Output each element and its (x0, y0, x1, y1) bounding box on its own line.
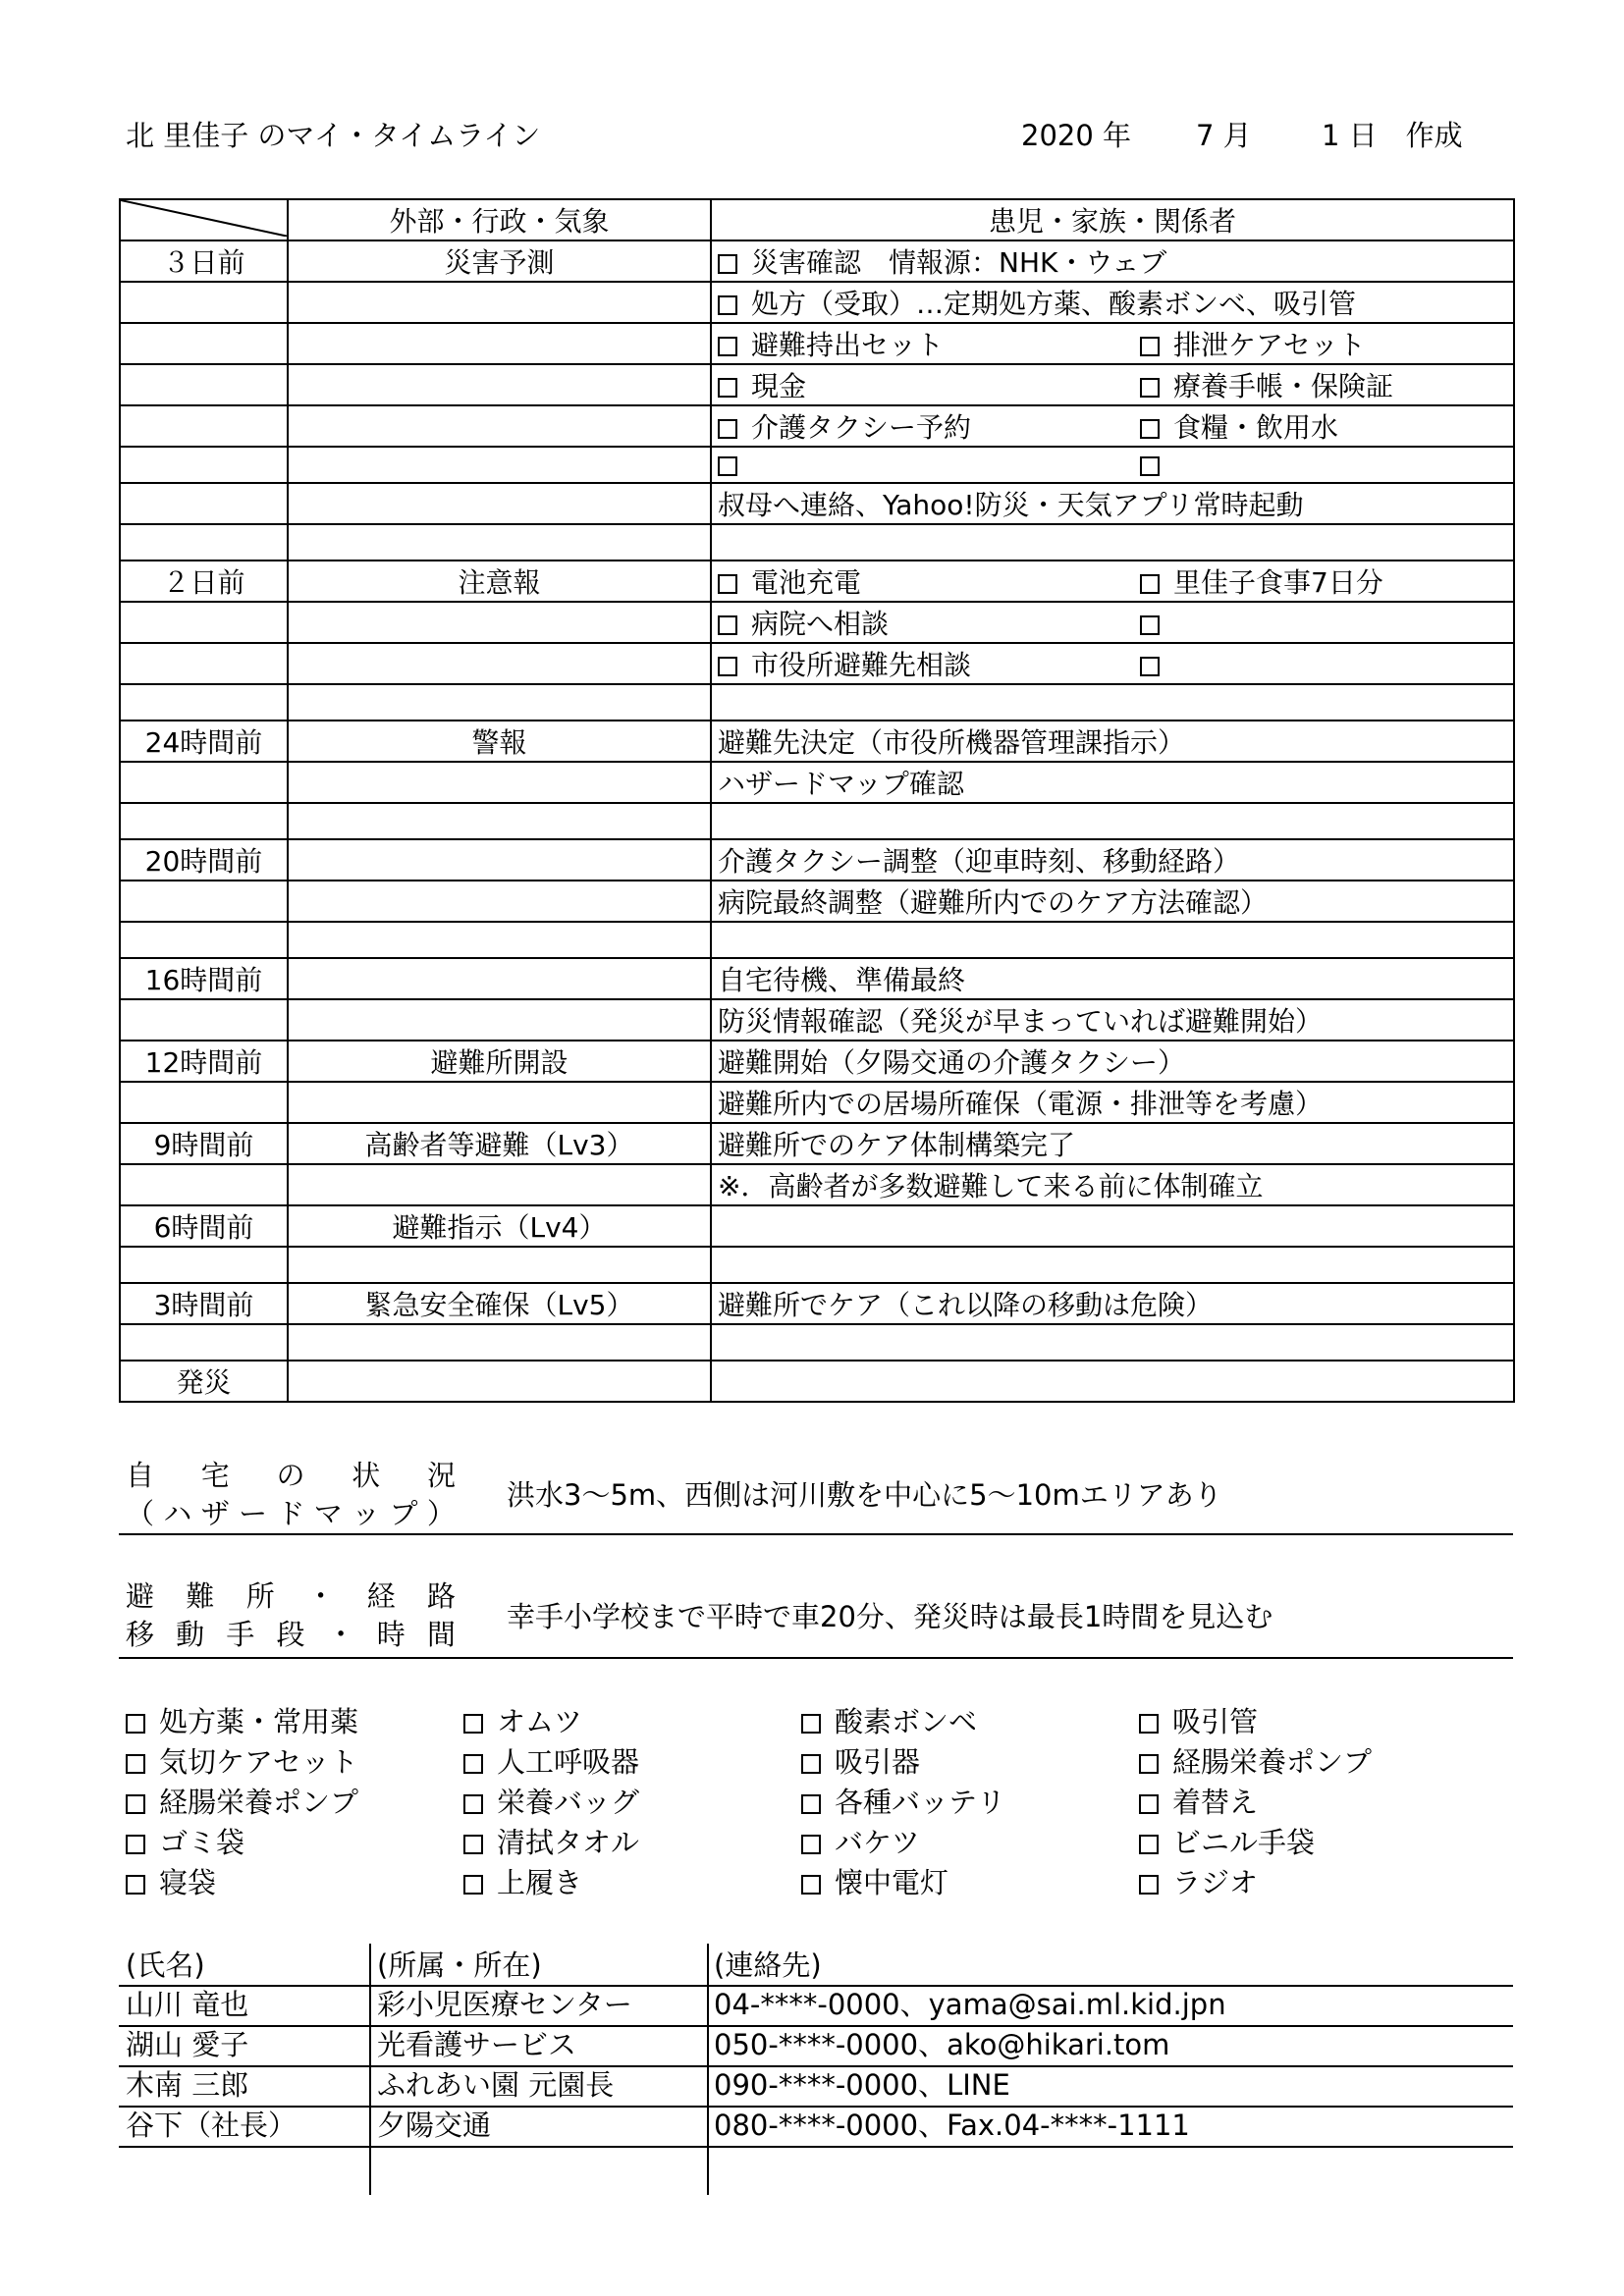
time-cell: 3時間前 (120, 1283, 288, 1324)
checklist-label: 介護タクシー予約 (751, 411, 972, 444)
checkbox-icon[interactable] (801, 1794, 821, 1814)
label-char: 移 (126, 1618, 155, 1651)
time-cell (120, 447, 288, 483)
contacts-row-rule (119, 1985, 1513, 1987)
patient-cell: 叔母へ連絡、Yahoo!防災・天気アプリ常時起動 (711, 483, 1514, 524)
checklist-label: 現金 (751, 370, 807, 402)
patient-cell: 避難先決定（市役所機器管理課指示） (711, 721, 1514, 762)
time-cell: 9時間前 (120, 1123, 288, 1164)
patient-cell (711, 405, 1514, 447)
patient-cell (711, 561, 1514, 602)
label-char: 経 (366, 1579, 396, 1613)
external-cell (288, 922, 711, 958)
checklist-label: 里佳子食事7日分 (1173, 566, 1383, 599)
supply-label: 上履き (497, 1866, 583, 1899)
column-header-external: 外部・行政・気象 (288, 199, 711, 240)
supply-item (801, 1786, 1006, 1819)
time-cell (120, 881, 288, 922)
checkbox-icon[interactable] (1139, 1794, 1159, 1814)
external-cell: 避難指示（Lv4） (288, 1205, 711, 1247)
supply-item (126, 1866, 217, 1899)
label-char: 状 (352, 1459, 381, 1492)
external-cell (288, 958, 711, 999)
supply-item (801, 1826, 920, 1859)
label-char: ー (239, 1497, 268, 1530)
checklist-item (718, 365, 1140, 404)
supply-item (126, 1745, 358, 1779)
contact-info: 080-****-0000、Fax.04-****-1111 (714, 2109, 1190, 2142)
checklist-label: 市役所避難先相談 (751, 649, 972, 681)
supply-label: オムツ (497, 1705, 583, 1738)
timeline-row (120, 803, 1514, 839)
contact-affiliation: 彩小児医療センター (377, 1988, 632, 2021)
home-value: 洪水3～5m、西側は河川敷を中心に5～10mエリアあり (507, 1478, 1222, 1512)
patient-cell: 病院最終調整（避難所内でのケア方法確認） (711, 881, 1514, 922)
checkbox-icon[interactable] (1140, 456, 1160, 476)
patient-cell (711, 323, 1514, 364)
supply-item (463, 1826, 640, 1859)
contacts-row-rule (119, 2065, 1513, 2067)
checkbox-icon[interactable] (1140, 419, 1160, 439)
label-char: 時 (376, 1618, 406, 1651)
patient-cell (711, 447, 1514, 483)
external-cell (288, 405, 711, 447)
supply-item (1139, 1866, 1259, 1899)
timeline-row (120, 958, 1514, 999)
column-header-patient: 患児・家族・関係者 (711, 199, 1514, 240)
external-cell: 緊急安全確保（Lv5） (288, 1283, 711, 1324)
external-cell: 避難所開設 (288, 1041, 711, 1082)
timeline-row (120, 405, 1514, 447)
external-cell (288, 524, 711, 561)
checkbox-icon[interactable] (718, 337, 737, 356)
external-cell: 高齢者等避難（Lv3） (288, 1123, 711, 1164)
label-char: （ (126, 1497, 155, 1530)
time-cell (120, 999, 288, 1041)
label-char: 所 (245, 1579, 275, 1613)
external-cell (288, 643, 711, 684)
external-cell (288, 1082, 711, 1123)
external-cell (288, 1247, 711, 1283)
contact-name: 木南 三郎 (126, 2068, 249, 2102)
patient-cell (711, 803, 1514, 839)
supply-label: 懐中電灯 (835, 1866, 949, 1899)
contacts-column-rule (707, 1944, 709, 2195)
patient-cell: 避難所内での居場所確保（電源・排泄等を考慮） (711, 1082, 1514, 1123)
timeline-row (120, 881, 1514, 922)
label-char: ッ (352, 1497, 381, 1530)
checkbox-icon[interactable] (1140, 574, 1160, 594)
timeline-row (120, 1164, 1514, 1205)
external-cell (288, 999, 711, 1041)
checkbox-icon[interactable] (463, 1714, 483, 1734)
checkbox-icon[interactable] (126, 1875, 145, 1895)
label-char: 避 (126, 1579, 155, 1613)
timeline-row (120, 282, 1514, 323)
time-cell (120, 684, 288, 721)
patient-cell (711, 1247, 1514, 1283)
external-cell (288, 1324, 711, 1361)
checklist-item (1140, 449, 1173, 481)
label-char: ・ (306, 1579, 336, 1613)
label-char: 難 (186, 1579, 215, 1613)
timeline-row (120, 1361, 1514, 1402)
patient-cell: 介護タクシー調整（迎車時刻、移動経路） (711, 839, 1514, 881)
timeline-row (120, 999, 1514, 1041)
time-cell (120, 1247, 288, 1283)
checkbox-icon[interactable] (801, 1714, 821, 1734)
supply-label: ラジオ (1172, 1866, 1259, 1899)
checkbox-icon[interactable] (1140, 657, 1160, 676)
patient-cell: 避難所でのケア体制構築完了 (711, 1123, 1514, 1164)
checklist-item (1140, 329, 1366, 361)
checkbox-icon[interactable] (1139, 1754, 1159, 1774)
timeline-body (120, 240, 1514, 1402)
checklist-item (718, 406, 1140, 446)
home-label-2 (126, 1497, 456, 1530)
timeline-row (120, 364, 1514, 405)
time-cell: 20時間前 (120, 839, 288, 881)
timeline-row (120, 839, 1514, 881)
contact-info: 050-****-0000、ako@hikari.tom (714, 2028, 1170, 2061)
supply-label: 経腸栄養ポンプ (1172, 1745, 1373, 1779)
contacts-header-contact-affiliation: (所属・所在) (377, 1949, 542, 1982)
time-cell (120, 922, 288, 958)
contacts-header-contact-name: (氏名) (126, 1949, 205, 1982)
contacts-row-rule (119, 2025, 1513, 2027)
timeline-row (120, 240, 1514, 282)
patient-cell (711, 922, 1514, 958)
contact-name: 谷下（社長） (126, 2109, 298, 2142)
label-char: ） (426, 1497, 456, 1530)
label-char: 動 (176, 1618, 205, 1651)
contact-affiliation: ふれあい園 元園長 (377, 2068, 615, 2102)
contact-name: 湖山 愛子 (126, 2028, 249, 2061)
home-divider (119, 1533, 1513, 1535)
checklist-label: 療養手帳・保険証 (1173, 370, 1394, 402)
supply-label: 清拭タオル (497, 1826, 640, 1859)
timeline-row (120, 643, 1514, 684)
created-day: 1 日 作成 (1322, 119, 1463, 152)
supply-label: 処方薬・常用薬 (159, 1705, 359, 1738)
supply-item (801, 1745, 921, 1779)
patient-cell: 自宅待機、準備最終 (711, 958, 1514, 999)
time-cell (120, 1082, 288, 1123)
label-char: ド (276, 1497, 305, 1530)
supply-label: 栄養バッグ (497, 1786, 640, 1819)
time-cell: 6時間前 (120, 1205, 288, 1247)
time-cell: 12時間前 (120, 1041, 288, 1082)
checkbox-icon[interactable] (718, 378, 737, 398)
checklist-label: 電池充電 (751, 566, 862, 599)
label-char: 況 (426, 1459, 456, 1492)
checkbox-icon[interactable] (1139, 1875, 1159, 1895)
timeline-row (120, 483, 1514, 524)
checkbox-icon[interactable] (126, 1754, 145, 1774)
diagonal-line (121, 200, 288, 237)
checklist-item (718, 246, 1166, 279)
timeline-row (120, 1041, 1514, 1082)
contacts-header-contact-info: (連絡先) (714, 1949, 822, 1982)
timeline-row (120, 721, 1514, 762)
time-cell: ３日前 (120, 240, 288, 282)
time-cell (120, 323, 288, 364)
timeline-row (120, 1247, 1514, 1283)
route-label-1 (126, 1579, 456, 1613)
supply-label: 経腸栄養ポンプ (159, 1786, 359, 1819)
label-char: 宅 (200, 1459, 230, 1492)
time-cell: 16時間前 (120, 958, 288, 999)
external-cell (288, 881, 711, 922)
patient-cell (711, 524, 1514, 561)
external-cell (288, 762, 711, 803)
external-cell: 災害予測 (288, 240, 711, 282)
time-cell (120, 762, 288, 803)
checkbox-icon[interactable] (718, 657, 737, 676)
checklist-item (1140, 411, 1338, 444)
checklist-label: 食糧・飲用水 (1173, 411, 1339, 444)
checkbox-icon[interactable] (718, 456, 737, 476)
patient-cell (711, 1324, 1514, 1361)
time-cell: 24時間前 (120, 721, 288, 762)
external-cell (288, 1361, 711, 1402)
time-cell (120, 524, 288, 561)
label-char: プ (389, 1497, 418, 1530)
timeline-row (120, 684, 1514, 721)
contact-affiliation: 光看護サービス (377, 2028, 577, 2061)
timeline-row (120, 1283, 1514, 1324)
checkbox-icon[interactable] (463, 1835, 483, 1854)
label-char: の (276, 1459, 305, 1492)
supply-item (801, 1705, 978, 1738)
patient-cell (711, 602, 1514, 643)
time-cell (120, 364, 288, 405)
contacts-row-rule (119, 2106, 1513, 2108)
supply-item (126, 1705, 359, 1738)
timeline-row (120, 323, 1514, 364)
supply-label: 寝袋 (159, 1866, 217, 1899)
checkbox-icon[interactable] (801, 1835, 821, 1854)
route-label-2 (126, 1618, 456, 1651)
checkbox-icon[interactable] (801, 1875, 821, 1895)
time-cell (120, 1164, 288, 1205)
timeline-row (120, 1123, 1514, 1164)
checklist-item (1140, 649, 1173, 681)
checklist-item (718, 324, 1140, 363)
checklist-label: 災害確認 情報源：NHK・ウェブ (751, 246, 1167, 279)
time-cell (120, 1324, 288, 1361)
contact-info: 04-****-0000、yama@sai.ml.kid.jpn (714, 1988, 1226, 2021)
checklist-label: 処方（受取）…定期処方薬、酸素ボンベ、吸引管 (751, 288, 1357, 320)
time-cell (120, 602, 288, 643)
checkbox-icon[interactable] (1140, 337, 1160, 356)
supply-label: 気切ケアセット (159, 1745, 358, 1779)
time-cell (120, 643, 288, 684)
label-char: ザ (200, 1497, 230, 1530)
external-cell (288, 323, 711, 364)
timeline-row (120, 447, 1514, 483)
checklist-item (718, 603, 1140, 642)
timeline-row (120, 561, 1514, 602)
checkbox-icon[interactable] (1140, 615, 1160, 635)
label-char: 路 (426, 1579, 456, 1613)
checkbox-icon[interactable] (1140, 378, 1160, 398)
supply-label: 各種バッテリ (835, 1786, 1006, 1819)
checklist-label: 排泄ケアセット (1173, 329, 1366, 361)
checkbox-icon[interactable] (1139, 1714, 1159, 1734)
patient-cell: 避難所でケア（これ以降の移動は危険） (711, 1283, 1514, 1324)
external-cell (288, 282, 711, 323)
supply-item (126, 1826, 245, 1859)
timeline-table (119, 198, 1515, 1403)
checklist-item (718, 288, 1356, 320)
supply-label: 酸素ボンベ (835, 1705, 978, 1738)
external-cell (288, 602, 711, 643)
patient-cell: 防災情報確認（発災が早まっていれば避難開始） (711, 999, 1514, 1041)
supply-label: ゴミ袋 (159, 1826, 245, 1859)
label-char: マ (313, 1497, 343, 1530)
checklist-label: 避難持出セット (751, 329, 945, 361)
checklist-item (1140, 370, 1393, 402)
patient-cell: ※．高齢者が多数避難して来る前に体制確立 (711, 1164, 1514, 1205)
time-cell: ２日前 (120, 561, 288, 602)
checkbox-icon[interactable] (718, 295, 737, 315)
contact-info: 090-****-0000、LINE (714, 2068, 1010, 2102)
supply-item (1139, 1786, 1259, 1819)
patient-cell (711, 1205, 1514, 1247)
supply-label: バケツ (835, 1826, 920, 1859)
checklist-item (718, 449, 1140, 481)
checkbox-icon[interactable] (801, 1754, 821, 1774)
patient-cell (711, 282, 1514, 323)
label-char: 自 (126, 1459, 155, 1492)
supply-label: 吸引管 (1172, 1705, 1259, 1738)
patient-cell: 避難開始（夕陽交通の介護タクシー） (711, 1041, 1514, 1082)
external-cell (288, 684, 711, 721)
supply-item (1139, 1826, 1316, 1859)
checkbox-icon[interactable] (463, 1875, 483, 1895)
supply-item (463, 1705, 583, 1738)
patient-cell (711, 643, 1514, 684)
checkbox-icon[interactable] (718, 419, 737, 439)
supply-label: 吸引器 (835, 1745, 921, 1779)
patient-cell (711, 684, 1514, 721)
time-cell (120, 483, 288, 524)
timeline-row (120, 762, 1514, 803)
label-char: 間 (426, 1618, 456, 1651)
home-label-1 (126, 1459, 456, 1492)
checklist-item (1140, 608, 1173, 640)
timeline-row (120, 1205, 1514, 1247)
external-cell (288, 364, 711, 405)
time-cell (120, 282, 288, 323)
route-value: 幸手小学校まで平時で車20分、発災時は最長1時間を見込む (507, 1600, 1273, 1633)
checklist-item (718, 644, 1140, 683)
external-cell (288, 447, 711, 483)
checkbox-icon[interactable] (463, 1754, 483, 1774)
contact-name: 山川 竜也 (126, 1988, 249, 2021)
patient-cell (711, 1361, 1514, 1402)
supply-item (801, 1866, 949, 1899)
contacts-column-rule (369, 1944, 371, 2195)
label-char: ハ (163, 1497, 192, 1530)
external-cell (288, 483, 711, 524)
timeline-row (120, 1082, 1514, 1123)
label-char: 手 (226, 1618, 255, 1651)
time-cell (120, 405, 288, 447)
checkbox-icon[interactable] (126, 1794, 145, 1814)
timeline-row (120, 1324, 1514, 1361)
external-cell: 注意報 (288, 561, 711, 602)
checkbox-icon[interactable] (718, 615, 737, 635)
label-char: ・ (326, 1618, 355, 1651)
supply-label: 人工呼吸器 (497, 1745, 640, 1779)
label-char: 段 (276, 1618, 305, 1651)
supply-label: ビニル手袋 (1172, 1826, 1316, 1859)
timeline-row (120, 524, 1514, 561)
checklist-item (1140, 566, 1383, 599)
corner-cell (120, 199, 288, 240)
time-cell (120, 803, 288, 839)
checklist-item (718, 561, 1140, 601)
document-title: 北 里佳子 のマイ・タイムライン (126, 119, 541, 152)
checkbox-icon[interactable] (463, 1794, 483, 1814)
contacts-row-rule (119, 2146, 1513, 2148)
supply-item (1139, 1745, 1373, 1779)
external-cell (288, 803, 711, 839)
contact-affiliation: 夕陽交通 (377, 2109, 492, 2142)
checkbox-icon[interactable] (718, 254, 737, 274)
checkbox-icon[interactable] (718, 574, 737, 594)
supply-item (1139, 1705, 1259, 1738)
patient-cell (711, 240, 1514, 282)
patient-cell (711, 364, 1514, 405)
supply-item (463, 1786, 640, 1819)
checklist-label: 病院へ相談 (751, 608, 890, 640)
time-cell: 発災 (120, 1361, 288, 1402)
external-cell: 警報 (288, 721, 711, 762)
supply-item (463, 1866, 583, 1899)
created-month: 7 月 (1196, 119, 1252, 152)
timeline-row (120, 602, 1514, 643)
checkbox-icon[interactable] (1139, 1835, 1159, 1854)
created-year: 2020 年 (1021, 119, 1132, 152)
external-cell (288, 839, 711, 881)
patient-cell: ハザードマップ確認 (711, 762, 1514, 803)
supply-item (463, 1745, 640, 1779)
supply-item (126, 1786, 359, 1819)
timeline-header-row (120, 199, 1514, 240)
timeline-row (120, 922, 1514, 958)
external-cell (288, 1164, 711, 1205)
checkbox-icon[interactable] (126, 1714, 145, 1734)
checkbox-icon[interactable] (126, 1835, 145, 1854)
route-divider (119, 1657, 1513, 1659)
supply-label: 着替え (1172, 1786, 1259, 1819)
